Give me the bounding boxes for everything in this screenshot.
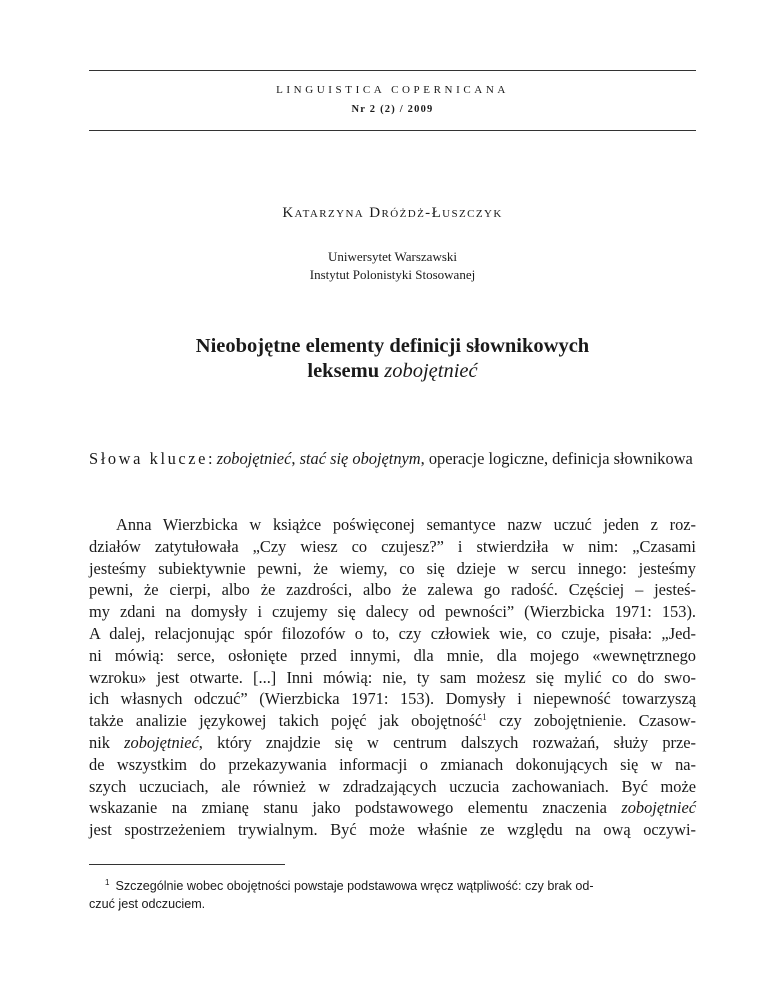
footnote-rule: [89, 864, 285, 865]
body-line: wzroku» jest otwarte. [...] Inni mówią: nie, ty sam możesz się mylić co do swo-: [89, 667, 696, 687]
body-line: szych uczuciach, ale również w zdradzających uczucia zachowaniach. Być może: [89, 776, 696, 796]
body-line: działów zatytułowała „Czy wiesz co czujesz?” i stwierdziła w nim: „Czasami: [89, 536, 696, 556]
header-top-rule: [89, 70, 696, 71]
keyword-1: zobojętnieć: [216, 449, 292, 468]
keywords: [89, 447, 696, 471]
footnote-line-2: czuć jest odczuciem.: [89, 897, 206, 911]
body-italic: zobojętnieć: [621, 798, 696, 818]
body-line: [89, 732, 696, 754]
body-italic: zobojętnieć: [124, 732, 199, 752]
title-line-1: Nieobojętne elementy definicji słownikowych: [195, 335, 590, 357]
body-text: także analizie językowej takich pojęć jak obojętność: [89, 711, 483, 731]
body-text: czy zobojętnienie. Czasow-: [486, 711, 696, 731]
header-bottom-rule: [89, 130, 696, 131]
body-line: pewni, że cierpi, albo że zazdrości, albo że zalewa go radość. Częściej – jesteś-: [89, 580, 696, 600]
footnote: [89, 877, 696, 913]
footnote-text: Szczególnie wobec obojętności powstaje podstawowa wręcz wątpliwość: czy brak od-: [115, 879, 594, 893]
body-line: ich własnych odczuć” (Wierzbicka 1971: 153). Domysły i niepewność towarzyszą: [89, 689, 696, 709]
body-line: Anna Wierzbicka w książce poświęconej semantyce nazw uczuć jeden z roz-: [116, 515, 696, 534]
keywords-colon: :: [208, 449, 217, 468]
body-line: A dalej, relacjonując spór filozofów o to, czy człowiek wie, co czuje, pisała: „Jed-: [89, 623, 696, 643]
article-title: [89, 334, 696, 384]
body-text: nik: [89, 732, 125, 752]
body-text: , który znajdzie się w centrum dalszych rozważań, służy prze-: [198, 732, 697, 752]
keywords-rest: , operacje logiczne, definicja słownikowa: [420, 449, 693, 468]
title-line-2-italic: zobojętnieć: [384, 360, 478, 382]
body-line: jest spostrzeżeniem trywialnym. Być może właśnie ze względu na ową oczywi-: [89, 820, 696, 840]
affiliation-institute: Instytut Polonistyki Stosowanej: [309, 267, 476, 282]
body-line: de wszystkim do przekazywania informacji o zmianach dokonujących się w na-: [89, 754, 696, 774]
title-line-2: [89, 359, 696, 384]
body-line: jesteśmy subiektywnie pewni, że wiemy, co się dzieje w sercu innego: jesteśmy: [89, 558, 696, 578]
keywords-label: Słowa klucze: [89, 449, 209, 468]
footnote-number: 1: [105, 878, 110, 887]
body-line: my zdani na domysły i czujemy się dalecy od pewności” (Wierzbicka 1971: 153).: [89, 602, 696, 622]
journal-name: LINGUISTICA COPERNICANA: [276, 84, 509, 96]
body-line: [89, 797, 696, 819]
keyword-2: stać się obojętnym: [299, 449, 421, 468]
title-line-2-prefix: leksemu: [307, 360, 385, 382]
body-line: [89, 710, 696, 732]
body-text: wskazanie na zmianę stanu jako podstawowego elementu znaczenia: [89, 798, 622, 818]
body-paragraph: [89, 514, 696, 841]
footnote-marker: 1: [482, 712, 487, 723]
affiliation-university: Uniwersytet Warszawski: [327, 249, 458, 264]
keywords-sep: ,: [291, 449, 300, 468]
journal-issue: Nr 2 (2) / 2009: [351, 104, 434, 115]
body-line: ni mówią: serce, osłonięte przed innymi, dla mnie, dla mojego «wewnętrznego: [89, 645, 696, 665]
footnote-line-1: [89, 877, 696, 895]
author-name: Katarzyna Dróżdż-Łuszczyk: [282, 205, 503, 221]
